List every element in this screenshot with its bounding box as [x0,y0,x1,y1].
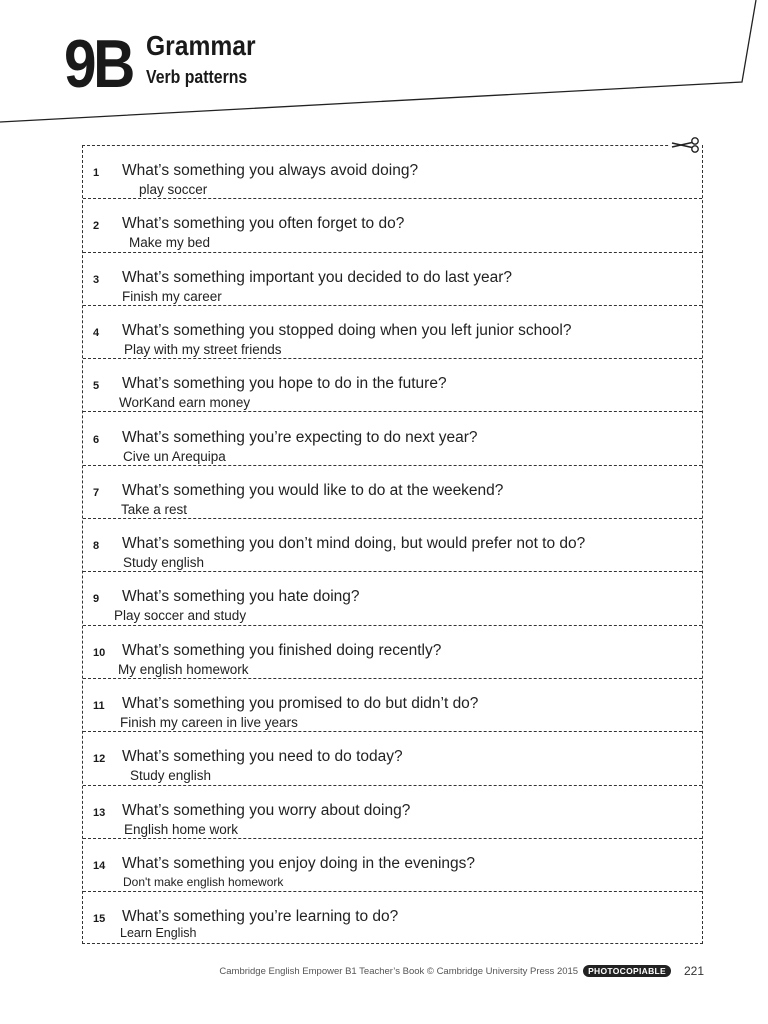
question-row [83,892,702,945]
question-row [83,786,702,839]
question-text: What’s something you worry about doing? [122,801,411,819]
question-number: 8 [93,540,100,553]
handwritten-answer: Learn English [120,926,197,941]
unit-title: Grammar [146,30,256,61]
handwritten-answer: Cive un Arequipa [123,448,226,464]
question-row [83,732,702,785]
handwritten-answer: play soccer [139,182,208,197]
page-number: 221 [683,964,704,978]
question-number: 15 [93,913,106,926]
question-text: What’s something you would like to do at the weekend? [122,481,504,499]
question-text: What’s something you promised to do but didn’t do? [122,695,479,712]
question-number: 4 [93,326,100,339]
question-row [83,413,702,466]
handwritten-answer: WorKand earn money [119,395,251,411]
handwritten-answer: English home work [124,821,239,837]
question-number: 1 [93,167,100,179]
handwritten-answer: Finish my careen in live years [120,715,298,730]
question-text: What’s something you hate doing? [122,588,360,606]
handwritten-answer: My english homework [118,661,249,677]
handwritten-answer: Study english [130,768,212,784]
question-text: What’s something you stopped doing when you left junior school? [122,321,572,339]
question-text: What’s something you need to do today? [122,748,403,766]
handwritten-answer: Don't make english homework [123,874,284,889]
question-text: What’s something you hope to do in the future? [122,375,447,393]
footer [219,964,704,978]
question-text: What’s something you often forget to do? [122,215,405,233]
question-text: What’s something you finished doing recently? [122,641,442,659]
question-row [83,146,702,199]
scissors-icon [670,136,702,154]
question-row [83,679,702,732]
question-text: What’s something you’re learning to do? [122,908,399,926]
question-number: 5 [93,380,100,393]
question-row [83,306,702,359]
question-number: 6 [93,433,100,446]
question-text: What’s something you enjoy doing in the evenings? [122,854,475,872]
handwritten-answer: Play soccer and study [114,608,247,624]
handwritten-answer: Play with my street friends [124,341,282,357]
question-row [83,359,702,412]
handwritten-answer: Finish my career [122,288,222,304]
question-number: 14 [93,859,106,872]
question-text: What’s something you don’t mind doing, but would prefer not to do? [122,535,586,553]
question-number: 9 [93,593,100,606]
question-text: What’s something important you decided to do last year? [122,268,513,286]
question-row [83,466,702,519]
unit-subtitle: Verb patterns [146,67,248,87]
question-number: 7 [93,486,100,499]
question-number: 11 [93,700,105,712]
question-number: 12 [93,753,106,766]
worksheet-card [82,145,703,944]
handwritten-answer: Study english [123,555,205,571]
question-row [83,572,702,625]
question-row [83,626,702,679]
question-number: 10 [93,646,106,659]
question-text: What’s something you always avoid doing? [122,162,419,179]
question-text: What’s something you’re expecting to do next year? [122,428,478,446]
question-number: 13 [93,806,106,819]
question-row [83,253,702,306]
question-row [83,839,702,892]
question-row [83,199,702,252]
handwritten-answer: Make my bed [129,235,211,251]
handwritten-answer: Take a rest [121,501,188,517]
question-number: 2 [93,220,100,233]
footer-copyright: Cambridge English Empower B1 Teacher’s Book © Cambridge University Press 2015 [219,965,579,977]
question-number: 3 [93,273,100,286]
question-row [83,519,702,572]
photocopiable-badge: PHOTOCOPIABLE [583,965,671,977]
unit-code: 9B [64,26,132,102]
